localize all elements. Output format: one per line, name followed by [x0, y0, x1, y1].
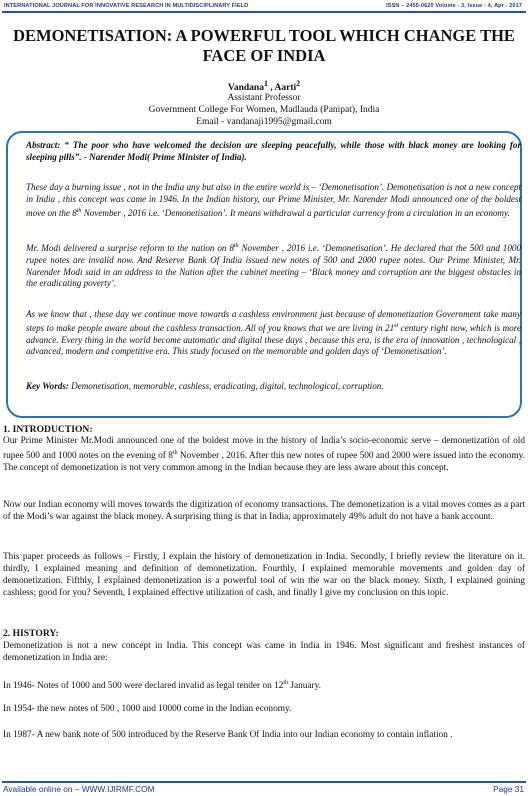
author-role: Assistant Professor — [227, 93, 301, 103]
section-1-paragraph-3: This paper proceeds as follows – Firstly, I explain the history of demonetization in India. Secondly, I briefly review the literature on it. thirdly, I explained meaning and definition of demonetization. Fourthly, I explained memorable movements and golden day of demonetization. Fifthly, I explained demonetization is a powerful tool of win the war on the black money. Sixth, I explained goining cashless; good for you? Seventh, I explained effective utilization of cash, and finally I give my conclusion on this topic. — [3, 552, 525, 598]
s2-p2-sup: th — [283, 680, 289, 686]
abstract-p3-sup: st — [394, 322, 399, 329]
abstract-p2-text-cont: November , 2016 i.e. ‘Demonetisation’. He declared that the 500 and 1000 rupee notes are invalid now. And Reserve Bank Of India issued new notes of 500 and 2000 rupee notes. Our Prime Minister, Mr. Narender Modi said in an address to the Nation after the cabinet meeting – ‘Black money and corruption are the biggest obstacles in the eradicating poverty’. — [26, 243, 521, 289]
author-2-name: Aarti — [274, 83, 297, 94]
author-separator: , — [267, 83, 275, 94]
keywords — [26, 381, 521, 393]
abstract-quote — [26, 140, 521, 164]
section-2-paragraph-2 — [3, 678, 525, 693]
section-2-heading: 2. HISTORY: — [3, 628, 59, 639]
author-college: Government College For Women, Madlauda (Panipat), India — [148, 105, 380, 115]
author-2-marker: 2 — [296, 79, 301, 88]
s2-p2-text-cont: January. — [288, 681, 322, 692]
paper-title: DEMONETISATION: A POWERFUL TOOL WHICH CHANGE THE FACE OF INDIA — [13, 26, 515, 65]
section-1-paragraph-1 — [3, 436, 525, 475]
abstract-p3-text-cont: century right now, which is more advance. Every thing in the world become automatic and digital these days , because this era, is the era of innovation , technological , advanced, modern and competitive era. This study focused on the memorable and golden days of ‘Demonetisation’. — [26, 322, 521, 357]
author-email: Email - vandanaji1995@gmail.com — [196, 117, 332, 127]
s2-p2-text: In 1946- Notes of 1000 and 500 were declared invalid as legal tender on 12 — [3, 681, 284, 692]
abstract-paragraph-2 — [26, 241, 521, 290]
section-1-paragraph-2: Now our Indian economy will moves towards the digitization of economy transactions. The demonetization is a vital moves comes as a part of the Modi’s war against the black money. A surprising thing is that in India, approximately 49% adult do not have a bank account. — [3, 500, 525, 522]
abstract-paragraph-3 — [26, 309, 521, 358]
section-2-paragraph-4: In 1987- A new bank note of 500 introduced by the Reserve Bank Of India into our Indian economy to contain inflation . — [3, 730, 453, 740]
abstract-epigraph: “ The poor who have welcomed the decision are sleeping peacefully, while those with black money are looking for sleeping pills”. - Narender Modi( Prime Minister of India). — [26, 140, 522, 162]
abstract-p2-text: Mr. Modi delivered a surprise reform to the nation on 8 — [26, 243, 234, 254]
journal-name: INTERNATIONAL JOURNAL FOR INNOVATIVE RESEARCH IN MULTIDISCIPLINARY FIELD — [4, 3, 249, 9]
abstract-label: Abstract: — [26, 140, 61, 150]
page-number: Page 31 — [493, 784, 524, 794]
abstract-p3-text: As we know that , these day we continue move towards a cashless environment just because of demonetization Government take many steps to make people aware about the cashless transaction. All of you knows that we are living in 21 — [26, 309, 521, 333]
abstract-p2-sup: th — [233, 243, 239, 249]
abstract-p1-sup: th — [76, 207, 82, 214]
section-2-paragraph-3: In 1954- the new notes of 500 , 1000 and 10000 come in the Indian economy. — [3, 704, 292, 714]
author-1-marker: 1 — [263, 79, 268, 88]
abstract-paragraph-1 — [26, 182, 521, 219]
footer-website[interactable]: Available online on – WWW.IJIRMF.COM — [3, 784, 155, 794]
section-2-paragraph-1: Demonetization is not a new concept in India. This concept was came in India in 1946. Most significant and freshest instances of demonetization in India are: — [3, 641, 525, 663]
page-footer — [0, 784, 528, 796]
author-line — [0, 79, 528, 93]
journal-issue-meta: ISSN – 2455-0620 Volume - 3, Issue - 4, Apr - 2017 — [386, 3, 522, 9]
abstract-box — [6, 131, 522, 418]
abstract-p1-text-cont: November , 2016 i.e. ‘Demonetisation’. It means withdrawal a particular currency from a circulation in an economy. — [81, 207, 510, 218]
author-1-name: Vandana — [227, 83, 264, 94]
header-divider — [2, 11, 526, 13]
s1-p1-sup: th — [172, 449, 178, 456]
footer-divider — [2, 781, 526, 783]
s1-p1-text: Our Prime Minister Mr.Modi announced one of the boldest move in the history of India’s socio-economic serve – demonetization of old rupee 500 and 1000 notes on the evening of 8 — [3, 436, 525, 461]
keywords-text: Demonetisation, memorable, cashless, eradicating, digital, technological, corruption. — [68, 381, 384, 391]
abstract-p1-text: These day a burning issue , not in the India any but also in the entire world is – ‘Demonetisation’. Demonetisation is not a new concept in India , this concept was came in 1946. In the Indian history, our Prime Minister, Mr. Narender Modi announced one of the boldest move on the 8 — [26, 182, 521, 218]
keywords-label: Key Words: — [26, 381, 69, 391]
s1-p1-text-cont: November , 2016. After this new notes of rupee 500 and 2000 were issued into the economy. The concept of demonetization is not very common among in the Indian because they are less aware about this concept. — [3, 451, 525, 473]
section-1-heading: 1. INTRODUCTION: — [3, 424, 93, 435]
